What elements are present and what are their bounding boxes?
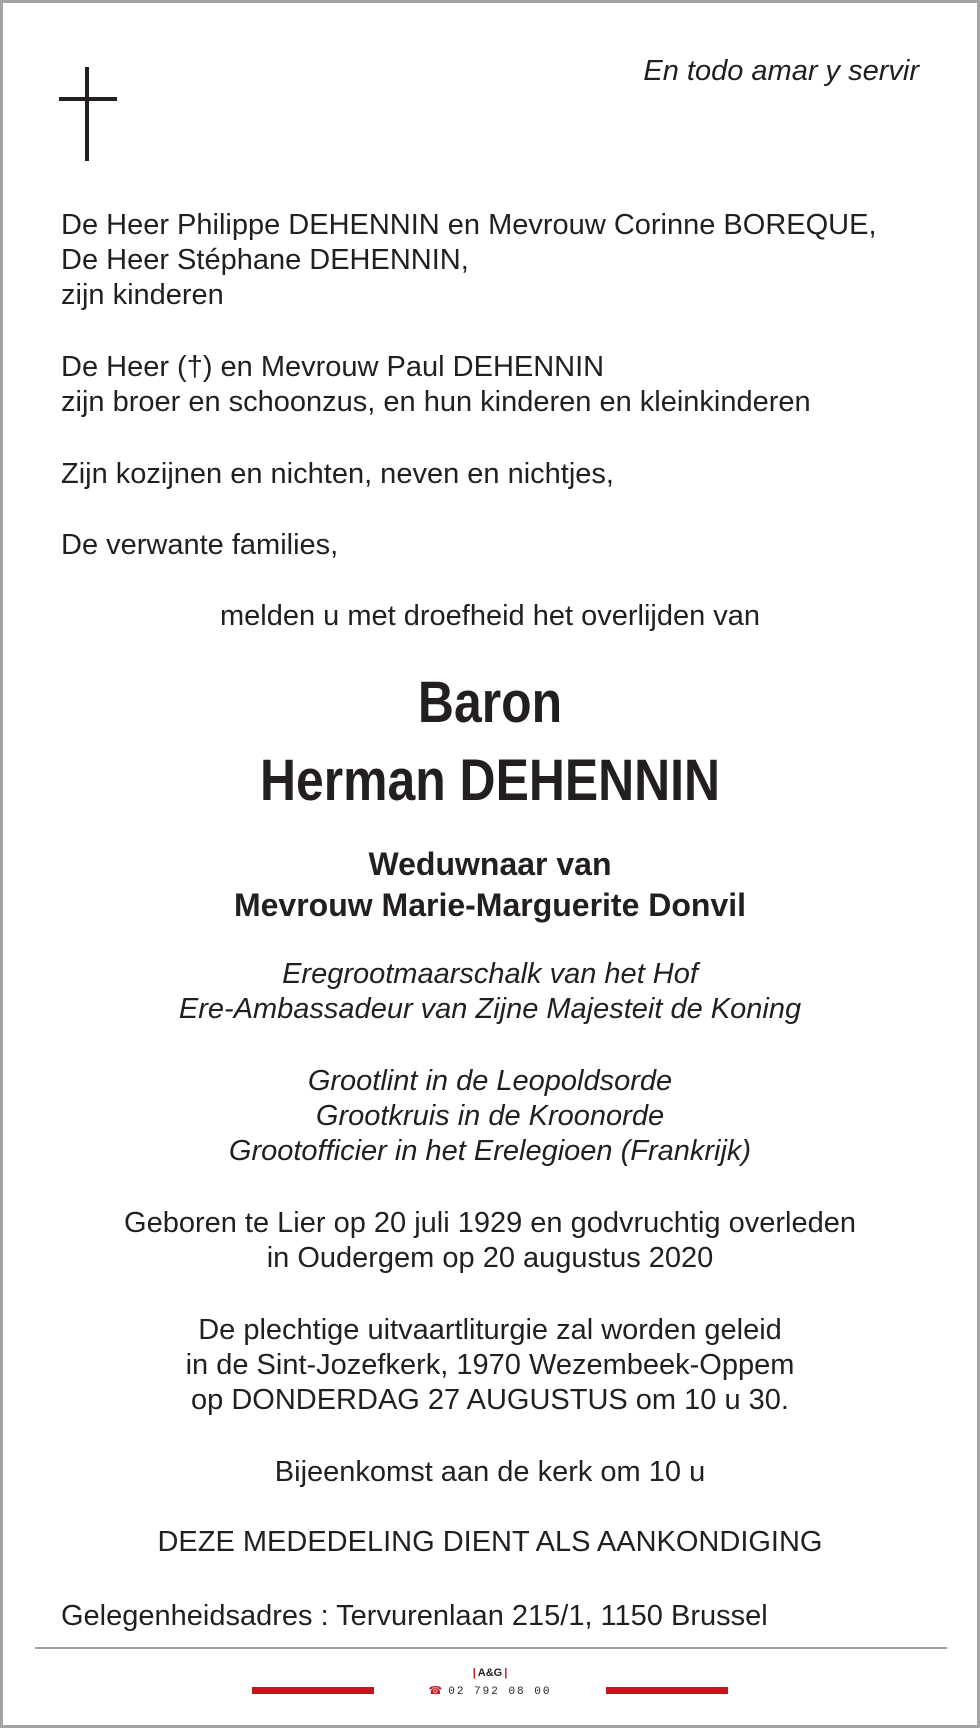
honour-line: Grootlint in de Leopoldsorde [307,1065,673,1097]
functions-block [3,957,977,1027]
function-line: Eregrootmaarschalk van het Hof [282,958,698,990]
family-line: De Heer (†) en Mevrouw Paul DEHENNIN [61,351,605,383]
family-line: De Heer Philippe DEHENNIN en Mevrouw Corinne BOREQUE, [61,209,877,241]
widower-line: Weduwnaar van [368,846,612,882]
deceased-title: Baron [417,670,563,735]
announcement: melden u met droefheid het overlijden van [219,600,761,632]
footer-phone: ☎ 02 792 08 00 [428,1684,552,1698]
family-brother [61,350,937,420]
function-line: Ere-Ambassadeur van Zijne Majesteit de Koning [178,993,802,1025]
honour-line: Grootofficier in het Erelegioen (Frankrijk) [228,1135,752,1167]
birth-death-block: Geboren te Lier op 20 juli 1929 en godvruchtig overleden in Oudergem op 20 augustus 2020 [124,1207,856,1274]
deceased-name-block [3,664,977,820]
widower-block [3,844,977,926]
funeral-home-logo: | A&G | [472,1667,508,1679]
honour-line: Grootkruis in de Kroonorde [315,1100,665,1132]
address: Gelegenheidsadres : Tervurenlaan 215/1, 1150 Brussel [61,1600,768,1632]
motto: En todo amar y servir [643,55,919,87]
family-relatives: De verwante families, [61,529,339,561]
family-children [61,208,937,313]
phone-icon: ☎ [428,1684,443,1697]
footer [3,1657,977,1707]
deceased-name: Herman DEHENNIN [259,748,721,813]
family-line: zijn kinderen [61,279,224,311]
family-cousins: Zijn kozijnen en nichten, neven en nichtjes, [61,458,614,490]
widower-line: Mevrouw Marie-Marguerite Donvil [233,887,747,923]
notice: DEZE MEDEDELING DIENT ALS AANKONDIGING [157,1526,823,1558]
family-line: De Heer Stéphane DEHENNIN, [61,244,469,276]
cross-icon [59,67,117,161]
gathering-info: Bijeenkomst aan de kerk om 10 u [274,1456,706,1488]
family-line: zijn broer en schoonzus, en hun kinderen en kleinkinderen [61,386,811,418]
honours-block [3,1064,977,1169]
divider [35,1647,947,1649]
funeral-block: De plechtige uitvaartliturgie zal worden geleid in de Sint-Jozefkerk, 1970 Wezembeek-Oppem op DONDERDAG 27 AUGUSTUS om 10 u 30. [185,1314,795,1416]
